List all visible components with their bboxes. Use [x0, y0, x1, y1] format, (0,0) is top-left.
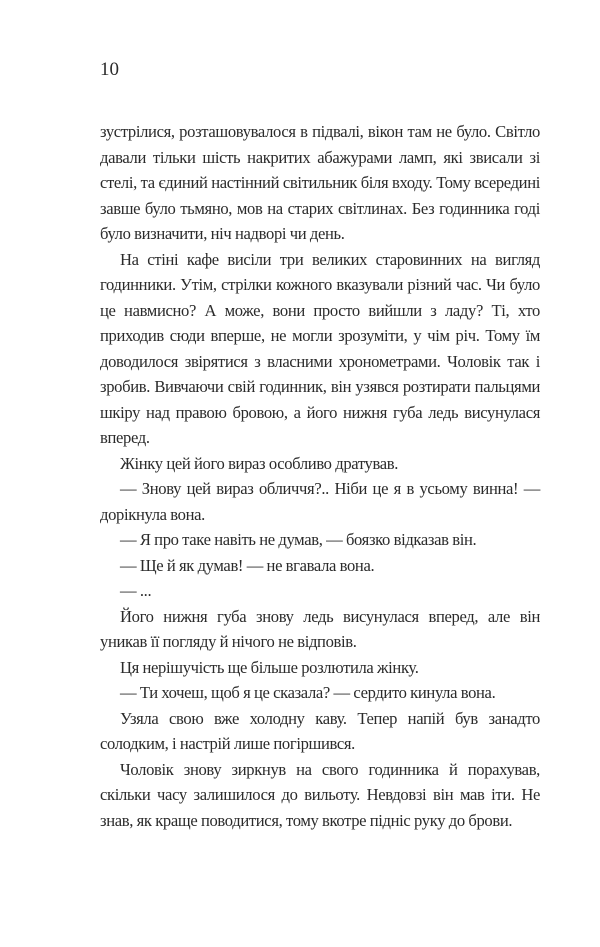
paragraph: Його нижня губа знову ледь висунулася вперед, але він уникав її погляду й нічого не відповів. [100, 606, 540, 651]
paragraph: Жінку цей його вираз особливо дратував. [120, 453, 399, 473]
paragraph: На стіні кафе висіли три великих старовинних на вигляд годинники. Утім, стрілки кожного вказували різний час. Чи було це навмисно? А може, вони просто вийшли з ладу? Ті, хто приходив сюди вперше, не могли зрозуміти, у чім річ. Тому їм доводилося звірятися з власними хронометрами. Чоловік так і зробив. Вивчаючи свій годинник, він узявся розтирати пальцями шкіру над правою бровою, а його нижня губа ледь висунулася вперед. [100, 249, 540, 447]
dialogue-line: — Ти хочеш, щоб я це сказала? — сердито кинула вона. [120, 683, 496, 702]
paragraph: зустрілися, розташовувалося в підвалі, вікон там не було. Світло давали тільки шість накритих абажурами ламп, які звисали зі стелі, та єдиний настінний світильник біля входу. Тому всередині завше було тьмяно, мов на старих світлинах. Без годинника годі було визначити, ніч надворі чи день. [100, 122, 540, 243]
dialogue-line: — Ще й як думав! — не вгавала вона. [120, 555, 375, 575]
page-number: 10 [100, 59, 119, 80]
dialogue-line: — Я про таке навіть не думав, — боязко відказав він. [120, 530, 477, 549]
paragraph: Узяла свою вже холодну каву. Тепер напій був занадто солодким, і настрій лише погіршився. [100, 708, 540, 753]
paragraph: Чоловік знову зиркнув на свого годинника й порахував, скільки часу залишилося до вильоту. Невдовзі він мав іти. Не знав, як краще поводитися, тому вкотре підніс руку до брови. [100, 759, 540, 830]
paragraph: Ця нерішучість ще більше розлютила жінку. [120, 657, 419, 677]
dialogue-line: — ... [120, 581, 152, 600]
dialogue-line: — Знову цей вираз обличчя?.. Ніби це я в усьому винна! — дорікнула вона. [100, 479, 540, 524]
body-text [100, 119, 540, 833]
